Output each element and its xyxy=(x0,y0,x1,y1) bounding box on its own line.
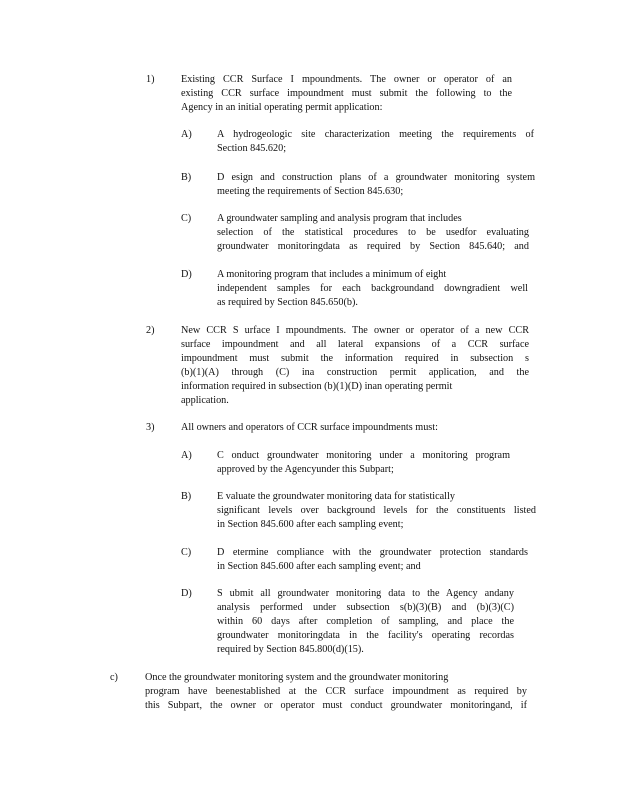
text-line: D etermine compliance with the groundwater protection standards xyxy=(217,547,528,558)
text-line: New CCR S urface I mpoundments. The owner or operator of a new CCR xyxy=(181,325,529,336)
text-line: program have beenestablished at the CCR surface impoundment as required by xyxy=(145,686,527,697)
item-3b-text xyxy=(217,490,536,532)
item-2-text xyxy=(181,324,529,408)
text-line: this Subpart, the owner or operator must conduct groundwater monitoringand, if xyxy=(145,700,527,711)
item-3d-label: D) xyxy=(181,588,192,599)
text-line: E valuate the groundwater monitoring data for statistically xyxy=(217,491,455,502)
text-line: impoundment must submit the information required in subsection s xyxy=(181,353,529,364)
text-line: All owners and operators of CCR surface impoundments must: xyxy=(181,422,438,433)
text-line: in Section 845.600 after each sampling event; xyxy=(217,519,404,530)
item-3b-label: B) xyxy=(181,491,192,502)
text-line: S ubmit all groundwater monitoring data to the Agency andany xyxy=(217,588,514,599)
text-line: within 60 days after completion of sampling, and place the xyxy=(217,616,514,627)
item-3c-text xyxy=(217,546,528,574)
item-1-text xyxy=(181,73,512,115)
item-3a-label: A) xyxy=(181,450,192,461)
item-1b-label: B) xyxy=(181,172,192,183)
text-line: selection of the statistical procedures to be usedfor evaluating xyxy=(217,227,529,238)
text-line: in Section 845.600 after each sampling event; and xyxy=(217,561,421,572)
item-1c-text xyxy=(217,212,529,254)
text-line: Once the groundwater monitoring system and the groundwater monitoring xyxy=(145,672,449,683)
text-line: A monitoring program that includes a minimum of eight xyxy=(217,269,447,280)
item-3-text xyxy=(181,421,481,435)
text-line: required by Section 845.800(d)(15). xyxy=(217,644,364,655)
text-line: analysis performed under subsection s(b)(3)(B) and (b)(3)(C) xyxy=(217,602,514,613)
text-line: C onduct groundwater monitoring under a monitoring program xyxy=(217,450,510,461)
text-line: meeting the requirements of Section 845.630; xyxy=(217,186,404,197)
paragraph-c-text xyxy=(145,671,527,713)
item-2-label: 2) xyxy=(146,325,155,336)
text-line: application. xyxy=(181,395,229,406)
item-1d-text xyxy=(217,268,528,310)
text-line: Section 845.620; xyxy=(217,143,287,154)
text-line: Agency in an initial operating permit application: xyxy=(181,102,383,113)
text-line: as required by Section 845.650(b). xyxy=(217,297,358,308)
item-3a-text xyxy=(217,449,510,477)
text-line: information required in subsection (b)(1)(D) inan operating permit xyxy=(181,381,453,392)
item-1a-text xyxy=(217,128,534,156)
item-3-label: 3) xyxy=(146,422,155,433)
paragraph-c-label: c) xyxy=(110,672,118,683)
text-line: surface impoundment and all lateral expansions of a CCR surface xyxy=(181,339,529,350)
text-line: groundwater monitoringdata in the facility's operating recordas xyxy=(217,630,514,641)
text-line: approved by the Agencyunder this Subpart; xyxy=(217,464,394,475)
item-3d-text xyxy=(217,587,514,657)
text-line: D esign and construction plans of a groundwater monitoring system xyxy=(217,172,535,183)
text-line: Existing CCR Surface I mpoundments. The owner or operator of an xyxy=(181,74,512,85)
item-1a-label: A) xyxy=(181,129,192,140)
item-1-label: 1) xyxy=(146,74,155,85)
text-line: groundwater monitoringdata as required by Section 845.640; and xyxy=(217,241,529,252)
text-line: independent samples for each backgroundand downgradient well xyxy=(217,283,528,294)
text-line: A groundwater sampling and analysis program that includes xyxy=(217,213,462,224)
item-3c-label: C) xyxy=(181,547,192,558)
text-line: existing CCR surface impoundment must submit the following to the xyxy=(181,88,512,99)
text-line: significant levels over background levels for the constituents listed xyxy=(217,505,536,516)
item-1c-label: C) xyxy=(181,213,192,224)
item-1b-text xyxy=(217,171,535,199)
text-line: A hydrogeologic site characterization meeting the requirements of xyxy=(217,129,534,140)
item-1d-label: D) xyxy=(181,269,192,280)
text-line: (b)(1)(A) through (C) ina construction permit application, and the xyxy=(181,367,529,378)
